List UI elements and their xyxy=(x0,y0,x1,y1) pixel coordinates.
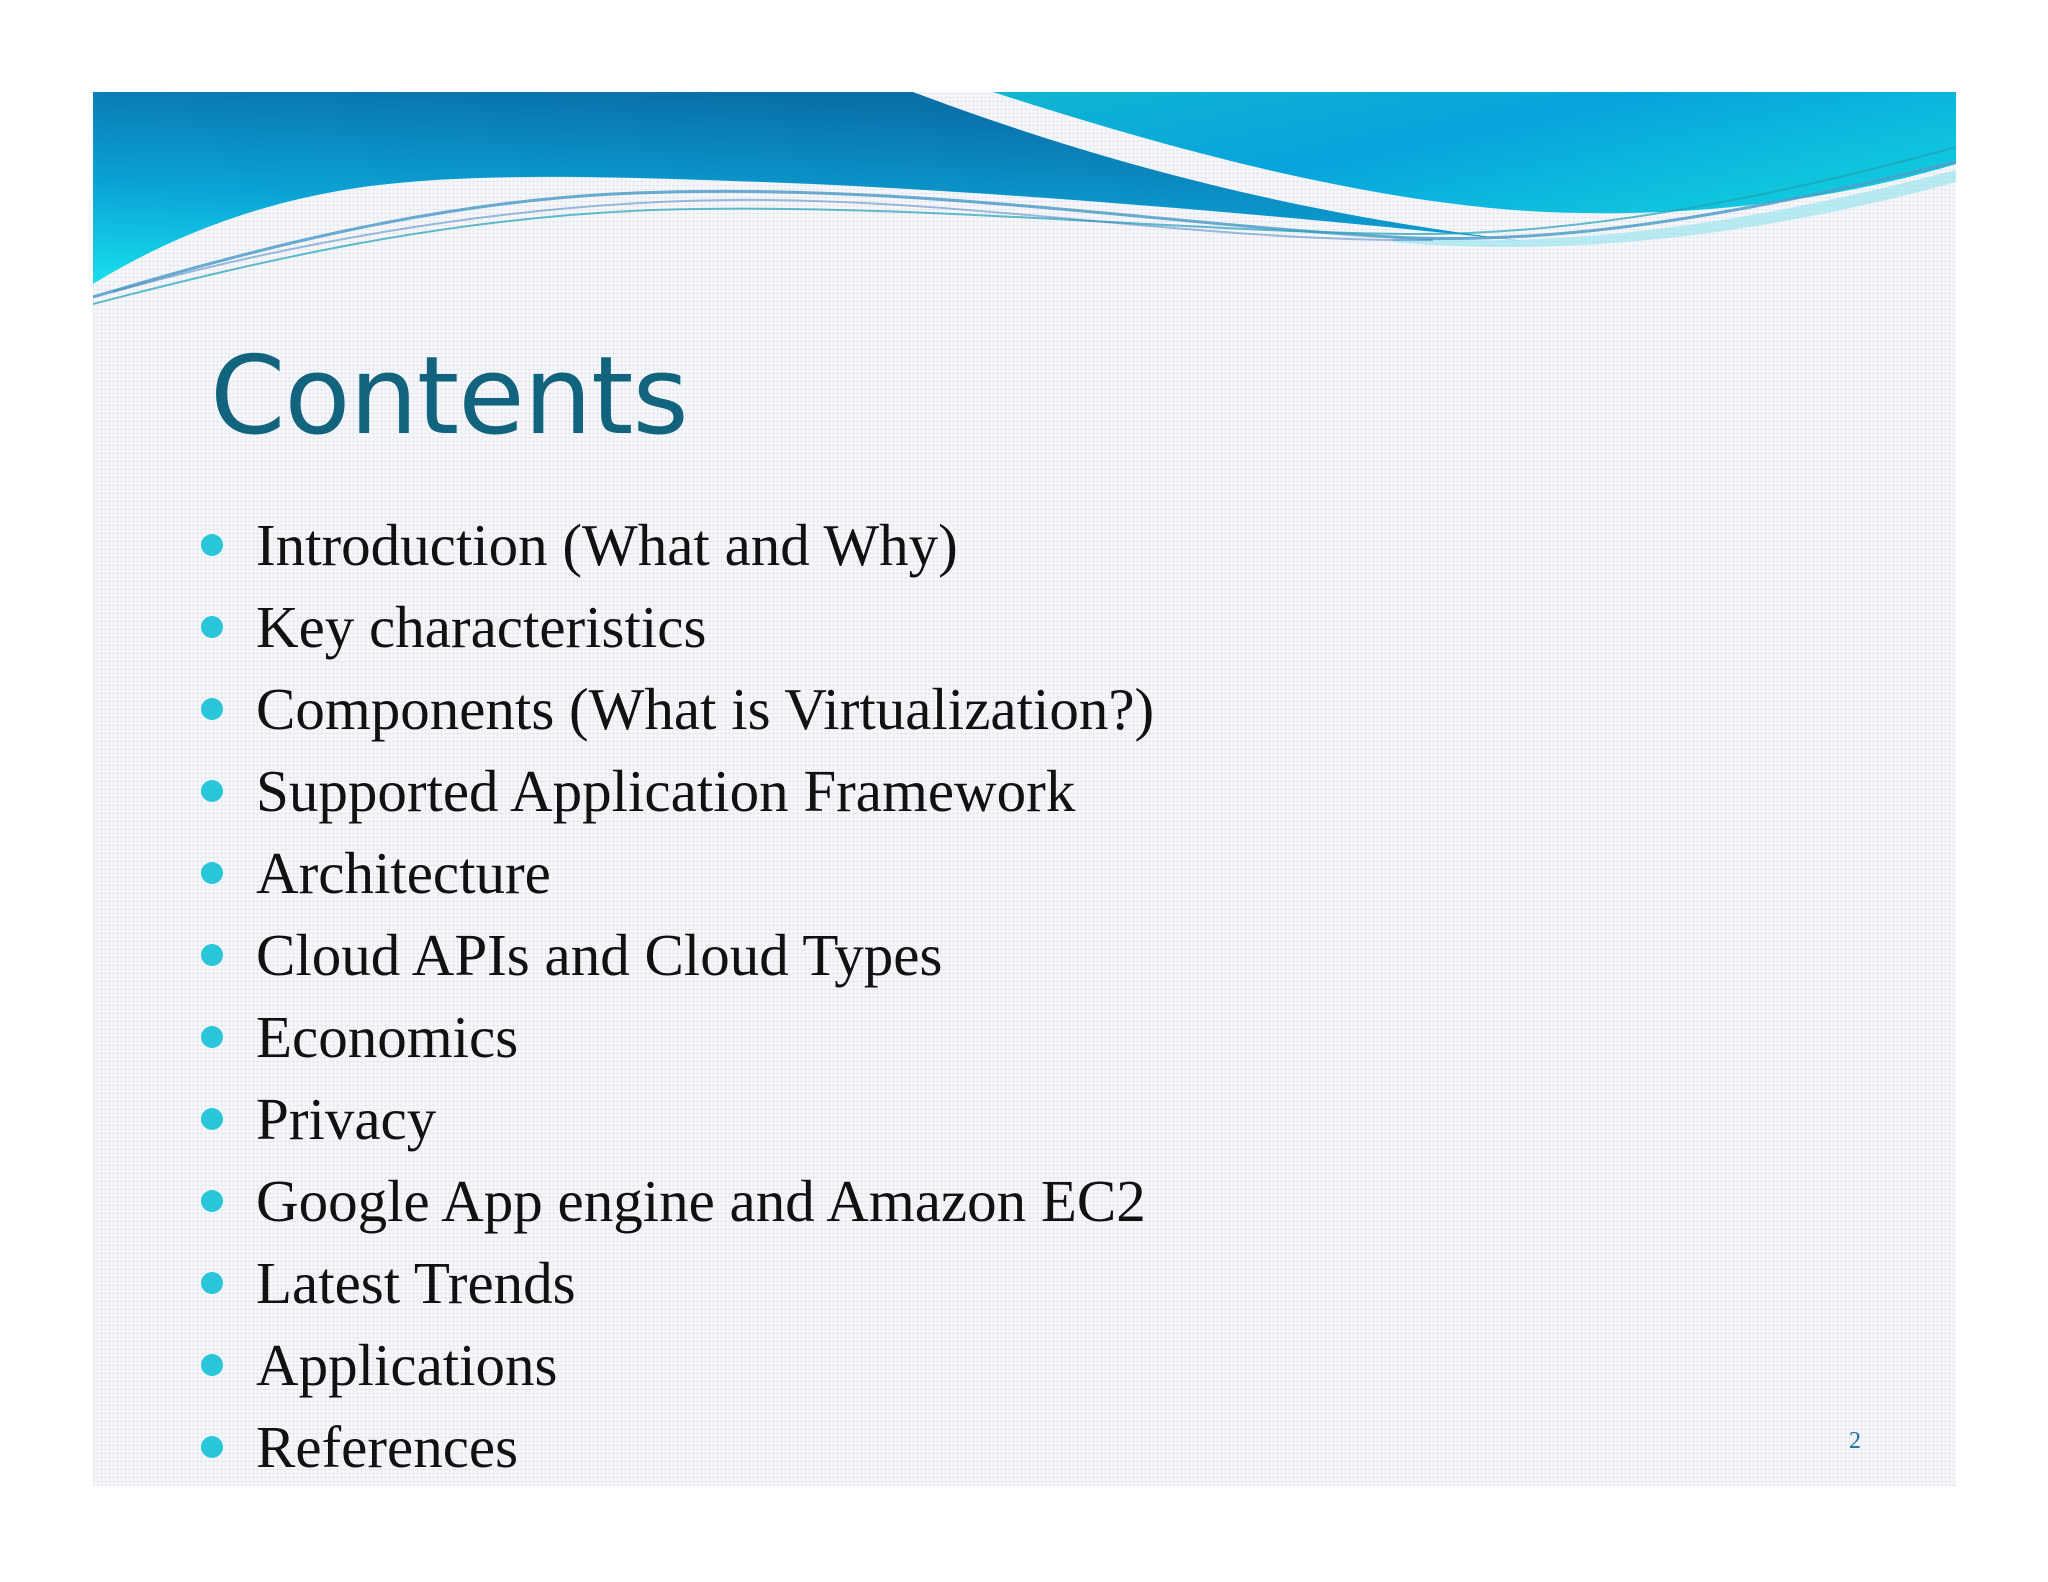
list-item-label: Introduction (What and Why) xyxy=(256,512,958,578)
list-item-label: Privacy xyxy=(256,1086,437,1152)
slide-title: Contents xyxy=(210,334,688,459)
list-item xyxy=(201,832,1154,914)
contents-list xyxy=(201,504,1154,1486)
list-item-label: Economics xyxy=(256,1004,519,1070)
bullet-icon xyxy=(201,1436,223,1458)
bullet-icon xyxy=(201,1108,223,1130)
list-item-label: Architecture xyxy=(256,840,551,906)
list-item xyxy=(201,996,1154,1078)
list-item-label: Components (What is Virtualization?) xyxy=(256,676,1155,742)
bullet-icon xyxy=(201,1272,223,1294)
list-item xyxy=(201,914,1154,996)
list-item-label: References xyxy=(256,1414,519,1480)
header-wave-decoration xyxy=(93,92,1956,322)
list-item xyxy=(201,1160,1154,1242)
list-item-label: Applications xyxy=(256,1332,558,1398)
bullet-icon xyxy=(201,1354,223,1376)
list-item xyxy=(201,1324,1154,1406)
bullet-icon xyxy=(201,616,223,638)
bullet-icon xyxy=(201,534,223,556)
list-item xyxy=(201,668,1154,750)
page-number: 2 xyxy=(1849,1428,1861,1454)
list-item xyxy=(201,1078,1154,1160)
slide xyxy=(93,92,1956,1486)
list-item-label: Latest Trends xyxy=(256,1250,576,1316)
list-item xyxy=(201,504,1154,586)
list-item xyxy=(201,1242,1154,1324)
bullet-icon xyxy=(201,1190,223,1212)
bullet-icon xyxy=(201,862,223,884)
list-item xyxy=(201,750,1154,832)
list-item xyxy=(201,586,1154,668)
list-item-label: Cloud APIs and Cloud Types xyxy=(256,922,943,988)
bullet-icon xyxy=(201,944,223,966)
list-item xyxy=(201,1406,1154,1486)
list-item-label: Google App engine and Amazon EC2 xyxy=(256,1168,1146,1234)
bullet-icon xyxy=(201,780,223,802)
bullet-icon xyxy=(201,1026,223,1048)
list-item-label: Supported Application Framework xyxy=(256,758,1076,824)
list-item-label: Key characteristics xyxy=(256,594,707,660)
bullet-icon xyxy=(201,698,223,720)
